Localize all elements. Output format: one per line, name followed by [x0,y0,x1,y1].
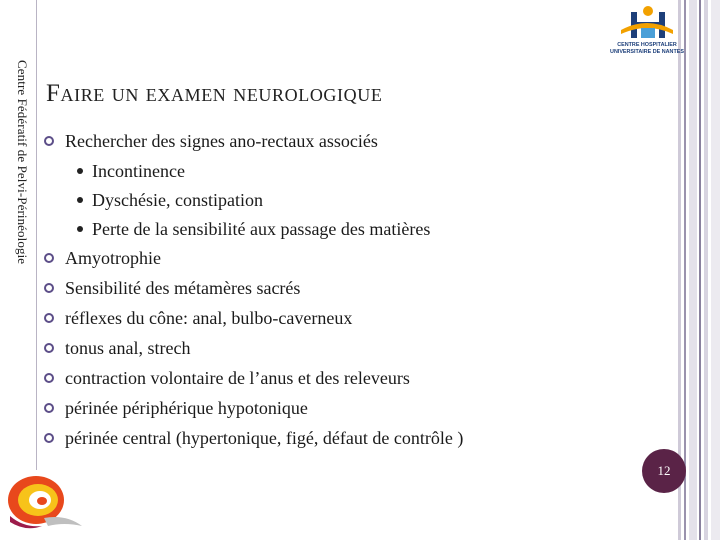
sub-list-item-text: Dyschésie, constipation [92,190,263,210]
page-number-badge [642,449,686,493]
side-label: Centre Fédératif de Pelvi-Périnéologie [15,60,30,265]
ring-bullet-icon [44,343,54,353]
sub-list-item [44,189,624,211]
ring-bullet-icon [44,313,54,323]
sub-list-item [44,218,624,240]
bullet-list [44,130,624,457]
dot-bullet-icon [77,197,83,203]
ring-bullet-icon [44,136,54,146]
list-item-text: Rechercher des signes ano-rectaux associés [65,131,378,151]
list-item [44,427,624,449]
page-number: 12 [657,463,671,478]
list-item [44,367,624,389]
list-item [44,337,624,359]
list-item-text: tonus anal, strech [65,338,191,358]
slide-title: Faire un examen neurologique [46,80,383,107]
ring-bullet-icon [44,403,54,413]
list-item [44,247,624,269]
list-item-text: Sensibilité des métamères sacrés [65,278,301,298]
sub-list-item-text: Perte de la sensibilité aux passage des matières [92,219,431,239]
list-item [44,307,624,329]
ring-bullet-icon [44,253,54,263]
hospital-logo-line1: CENTRE HOSPITALIER [617,42,677,48]
list-item-text: périnée périphérique hypotonique [65,398,308,418]
sub-list-item-text: Incontinence [92,161,185,181]
list-item [44,277,624,299]
hospital-logo-text [607,42,687,55]
left-vertical-rule [36,0,37,470]
list-item-text: Amyotrophie [65,248,161,268]
dot-bullet-icon [77,226,83,232]
hospital-logo-line2: UNIVERSITAIRE DE NANTES [610,48,684,55]
list-item [44,397,624,419]
ring-bullet-icon [44,283,54,293]
sub-list-item [44,160,624,182]
list-item-text: périnée central (hypertonique, figé, défaut de contrôle ) [65,428,464,448]
federatif-logo [4,470,84,536]
list-item-text: réflexes du cône: anal, bulbo-caverneux [65,308,353,328]
list-item [44,130,624,152]
dot-bullet-icon [77,168,83,174]
ring-bullet-icon [44,373,54,383]
list-item-text: contraction volontaire de l’anus et des releveurs [65,368,410,388]
ring-bullet-icon [44,433,54,443]
